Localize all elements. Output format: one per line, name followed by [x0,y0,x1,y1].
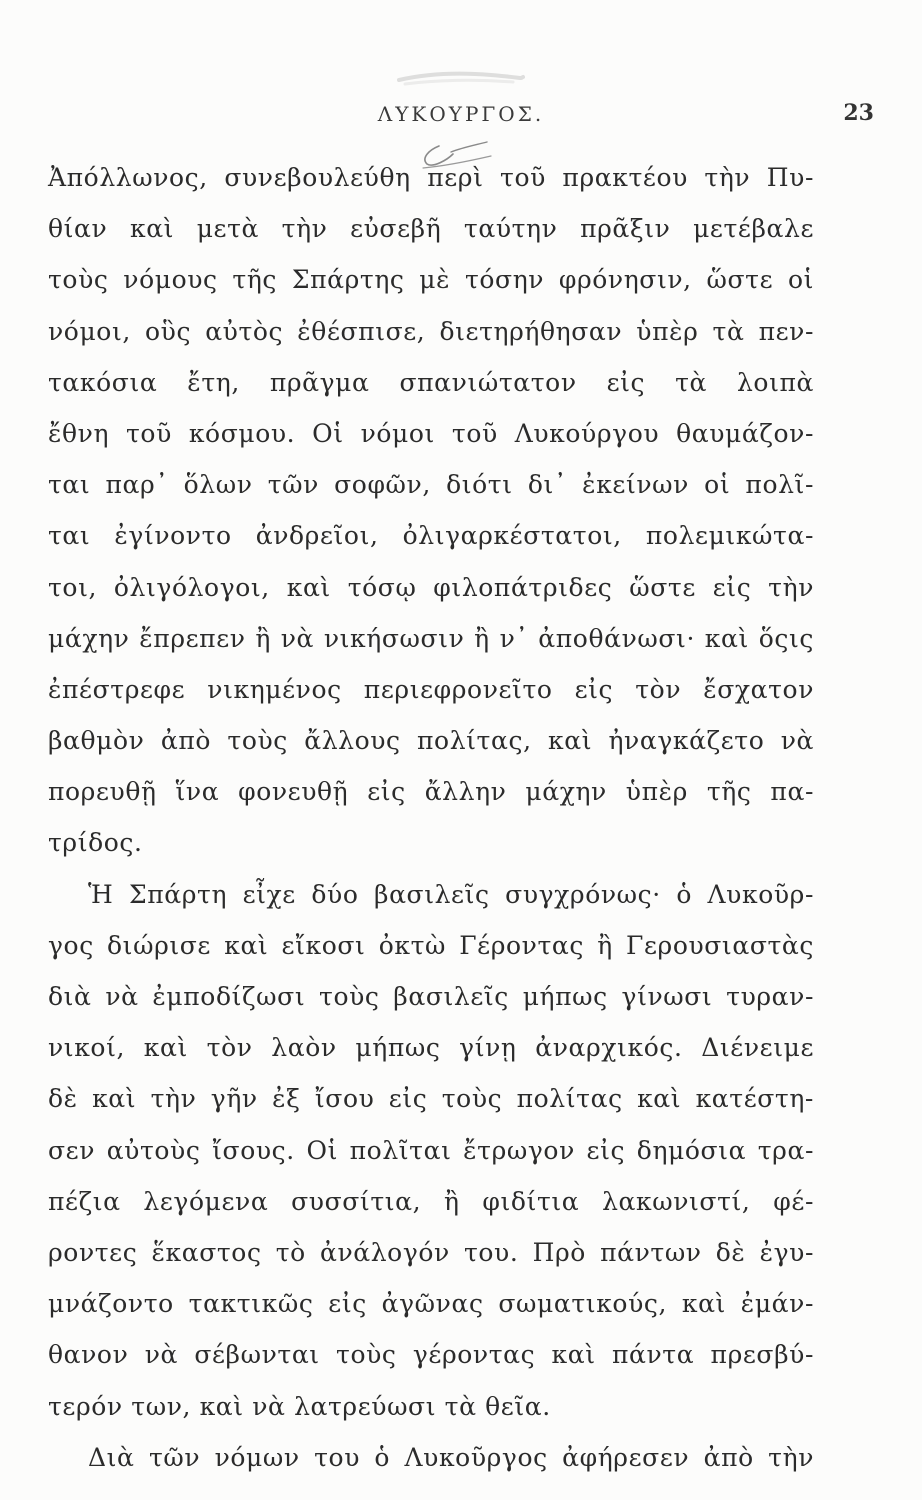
page-number: 23 [843,100,874,126]
text-line: πέζια λεγόμενα συσσίτια, ἢ φιδίτια λακωνιστί, φέ- [48,1186,814,1216]
body-text [48,152,814,1483]
text-line: νικοί, καὶ τὸν λαὸν μήπως γίνῃ ἀναρχικός. Διένειμε [48,1033,814,1063]
text-line: Διὰ τῶν νόμων του ὁ Λυκοῦργος ἀφήρεσεν ἀπὸ τὴν [88,1442,814,1472]
text-line: νόμοι, οὓς αὐτὸς ἐθέσπισε, διετηρήθησαν ὑπὲρ τὰ πεν- [48,316,814,346]
text-line: ἔθνη τοῦ κόσμου. Οἱ νόμοι τοῦ Λυκούργου θαυμάζον- [48,418,814,448]
text-line: μάχην ἔπρεπεν ἢ νὰ νικήσωσιν ἢ ν᾽ ἀποθάνωσι· καὶ ὅςις [48,623,814,653]
paragraph-3 [48,1432,814,1483]
text-line: τρίδος. [48,828,143,858]
text-line: τερόν των, καὶ νὰ λατρεύωσι τὰ θεῖα. [48,1391,551,1421]
text-line: ται παρ᾽ ὅλων τῶν σοφῶν, διότι δι᾽ ἐκείνων οἱ πολῖ- [48,470,814,500]
page-header [48,100,874,134]
text-line: βαθμὸν ἀπὸ τοὺς ἄλλους πολίτας, καὶ ἠναγκάζετο νὰ [48,726,814,756]
text-line: ἐπέστρεφε νικημένος περιεφρονεῖτο εἰς τὸν ἔσχατον [48,674,814,704]
pencil-smudge-mark [395,66,525,90]
text-line: διὰ νὰ ἐμποδίζωσι τοὺς βασιλεῖς μήπως γίνωσι τυραν- [48,982,814,1011]
text-line: ροντες ἕκαστος τὸ ἀνάλογόν του. Πρὸ πάντων δὲ ἐγυ- [48,1237,814,1267]
running-title: ΛΥΚΟΥΡΓΟΣ. [377,102,545,126]
text-line: Ἡ Σπάρτη εἶχε δύο βασιλεῖς συγχρόνως· ὁ Λυκοῦρ- [88,879,814,909]
text-line: τοι, ὀλιγόλογοι, καὶ τόσῳ φιλοπάτριδες ὥστε εἰς τὴν [48,572,814,602]
text-line: τακόσια ἔτη, πρᾶγμα σπανιώτατον εἰς τὰ λοιπὰ [48,367,814,397]
text-line: γος διώρισε καὶ εἴκοσι ὀκτὼ Γέροντας ἢ Γερουσιαστὰς [48,930,814,960]
paragraph-1 [48,152,814,869]
text-line: πορευθῇ ἵνα φονευθῇ εἰς ἄλλην μάχην ὑπὲρ τῆς πα- [48,777,814,807]
text-line: τοὺς νόμους τῆς Σπάρτης μὲ τόσην φρόνησιν, ὥστε οἱ [48,265,814,295]
text-line: μνάζοντο τακτικῶς εἰς ἀγῶνας σωματικούς, καὶ ἐμάν- [48,1289,814,1319]
text-line: θίαν καὶ μετὰ τὴν εὐσεβῆ ταύτην πρᾶξιν μετέβαλε [48,214,814,244]
text-line: ται ἐγίνοντο ἀνδρεῖοι, ὀλιγαρκέστατοι, πολεμικώτα- [48,521,814,551]
text-line: σεν αὐτοὺς ἴσους. Οἱ πολῖται ἔτρωγον εἰς δημόσια τρα- [48,1135,814,1165]
text-line: δὲ καὶ τὴν γῆν ἐξ ἴσου εἰς τοὺς πολίτας καὶ κατέστη- [48,1084,814,1114]
text-line: θανον νὰ σέβωνται τοὺς γέροντας καὶ πάντα πρεσβύ- [48,1340,814,1370]
text-line: Ἀπόλλωνος, συνεβουλεύθη περὶ τοῦ πρακτέου τὴν Πυ- [48,163,814,192]
paragraph-2 [48,869,814,1432]
